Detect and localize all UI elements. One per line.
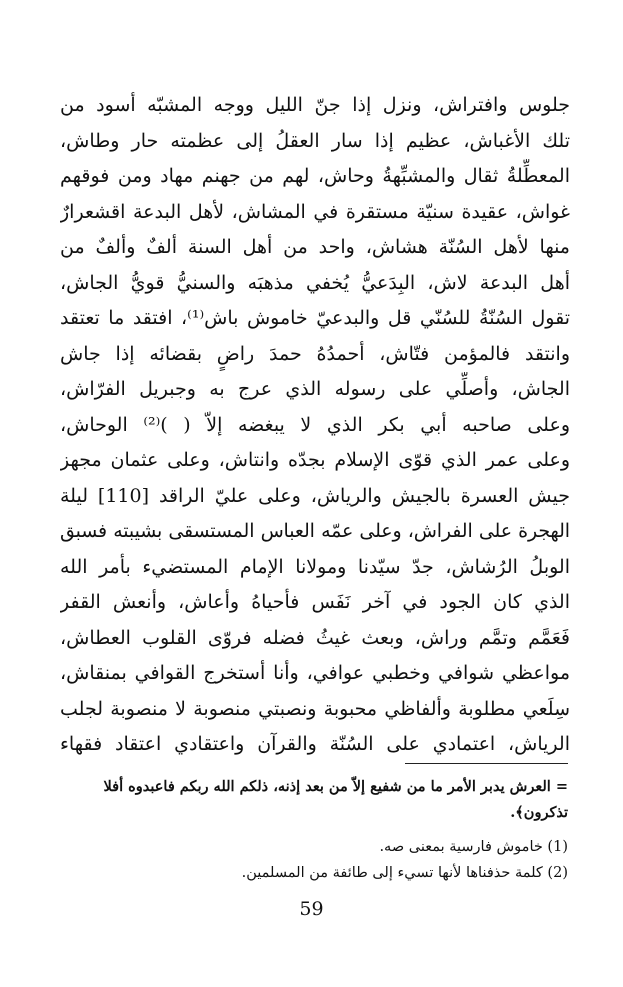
footnote-line: (1) خاموش فارسية بمعنى صه. [379, 839, 568, 855]
text-line: غواش، عقيدة سنيّة مستقرة في المشاش، لأهل البدعة اقشعرارٌ [60, 200, 570, 223]
text-line: الجاش، وأصلِّي على رسوله الذي عرج به وجبريل الفرّاش، [60, 378, 570, 400]
main-text [60, 88, 570, 763]
text-line: منها لأهل السُنّة هشاش، واحد من أهل السنة ألفٌ وألفٌ من [60, 236, 570, 258]
footnote-line: تذكرون﴾. [510, 804, 568, 821]
text-line: فَعَمَّم وتمَّم وراش، وبعث غيثُ فضله فروّى القلوب العطاش، [60, 626, 570, 649]
text-line: تلك الأغباش، عظيم إذا سار العقلُ إلى عظمته حار وطاش، [60, 129, 570, 152]
footnotes [88, 774, 568, 886]
text-line: سِلَعي مطلوبة وألفاظي محبوبة ونصبتي منصوبة لا منصوبة لجلب [60, 697, 570, 720]
text-line: وعلى عمر الذي قوّى الإسلام بجدّه وانتاش، وعلى عثمان مجهز [60, 449, 570, 471]
text-line: الوبلُ الرُشاش، جدّ سيّدنا ومولانا الإمام المستضيء بأمر الله [60, 555, 570, 578]
footnote-line: (2) كلمة حذفناها لأنها تسيء إلى طائفة من المسلمين. [241, 865, 568, 881]
footnote-line: = العرش يدبر الأمر ما من شفيع إلاّ من بعد إذنه، ذلكم الله ربكم فاعبدوه أفلا [103, 778, 568, 795]
text-line: الهجرة على الفراش، وعلى عمّه العباس المستسقى بشيبته فسبق [60, 521, 570, 542]
page-number: 59 [299, 898, 324, 920]
text-line: وعلى صاحبه أبي بكر الذي لا يبغضه إلاّ ( )⁽²⁾ الوحاش، [60, 413, 570, 436]
text-line: مواعظي شوافي وخطبي عوافي، وأنا أستخرج القوافي بمنقاش، [60, 662, 570, 684]
text-line: الذي كان الجود في آخر نَفَس فأحياهُ وأعاش، وأنعش القفر [60, 591, 570, 613]
text-line: أهل البدعة لاش، البِدَعيُّ يُخفي مذهبَه والسنيُّ قويُّ الجاش، [60, 271, 570, 294]
text-line: تقول السُنّةُ للسُنّي قل والبدعيّ خاموش باش⁽¹⁾، افتقد ما تعتقد [60, 307, 570, 329]
text-line: جلوس وافتراش، ونزل إذا جنّ الليل ووجه المشبّه أسود من [60, 94, 570, 116]
text-line: وانتقد فالمؤمن فتّاش، أحمدُهُ حمدَ راضٍ بقضائه إذا جاش [60, 342, 570, 365]
text-line: الرياش، اعتمادي على السُنّة والقرآن واعتقادي اعتقاد فقهاء [60, 733, 570, 755]
text-line: جيش العسرة بالجيش والرياش، وعلى عليّ الراقد [110] ليلة [60, 484, 570, 507]
footnote-divider [405, 763, 568, 764]
text-line: المعطِّلةُ ثقال والمشبِّهةُ وحاش، لهم من جهنم مهاد ومن فوقهم [60, 165, 570, 187]
